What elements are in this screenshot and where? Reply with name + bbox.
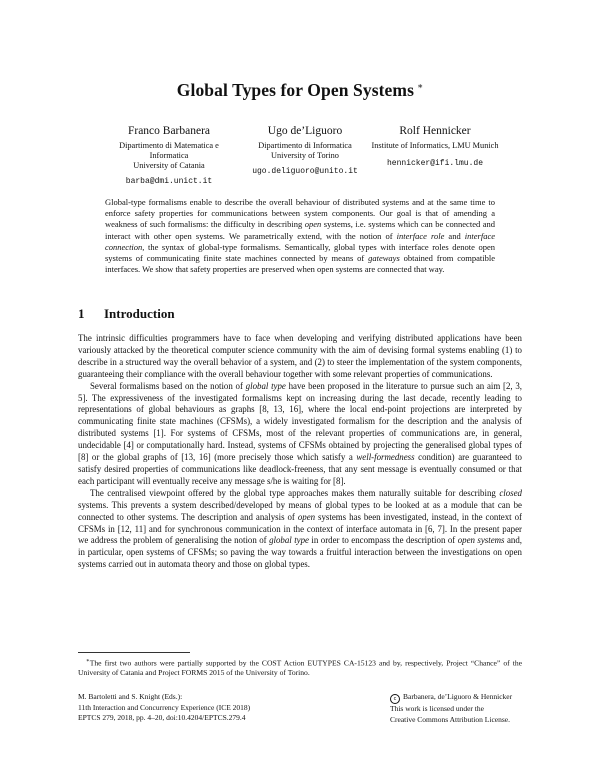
abstract-emphasis: interface role [396,230,445,241]
abstract-text: Global-type formalisms enable to describe the overall behaviour of distributed systems and at the same time to enforce safety properties for communications between system components. Our goal is that of amending a weakness of such formalisms: the difficulty in describing [105,197,495,230]
paragraph-emphasis: global type [269,535,309,546]
author-email: ugo.deliguoro@unito.it [252,167,358,176]
paragraph-text: and, in particular, open systems of CFSMs; so paving the way towards a fruitful interaction between the investigations on open systems carried out in automata theory and those on global types. [78,535,522,570]
paragraph-text: condition) are guaranteed to satisfy desired properties of communications like deadlock-freeness, that any sent message is eventually consumed or that each participant will eventually receive any message s/he is waiting for [8]. [78,452,522,486]
abstract-emphasis: open [304,219,322,230]
paragraph-3 [78,488,522,571]
footnote [78,657,522,678]
abstract-text: systems, i.e. systems which can be connected and interact with other open systems. We parametrically extend, with the notion of [105,219,495,241]
author-block-1 [104,124,234,186]
paragraph-emphasis: open systems [457,535,505,546]
paragraph-text: systems. This prevents a system described/developed by means of global types to be looked at as a module that can be connected to other systems. The description and analysis of [78,499,522,522]
abstract [105,197,495,275]
copyright-icon: c [390,694,400,704]
paragraph-emphasis: open [297,511,316,522]
paragraph-1: The intrinsic difficulties programmers have to face when developing and verifying distributed applications have been variously attacked by the theoretical computer science community with the aim of devising formal systems enabling (1) to describe in a structured way the overall behavior of a system, and (2) to steer the implementation of the system components, guaranteeing their compliance with the overall behaviour together with some relevant properties of communications. [78,333,522,379]
author-affiliation: University of Torino [271,151,339,160]
license-line: This work is licensed under the [390,704,484,713]
venue-name: 11th Interaction and Concurrency Experience (ICE 2018) [78,702,251,712]
paragraph-text: have been proposed in the literature to pursue such an aim [2, 3, 5]. The expressiveness of the investigated formalisms kept on increasing during the last decade, recently leading to representations of global behaviours as graphs [8, 13, 16], where the local end-point projections are interpreted by communicating finite state machines (CFSMs), a widely investigated formalism for the description and the analysis of distributed systems [1]. For systems of CFSMs, most of the relevant properties of communications are, in general, undecidable [4] or computationally hard. Instead, systems of CFSMs obtained by projecting the generalised global types of [8] or the global graphs of [13, 16] (more precisely those which satisfy a [78,380,522,463]
paragraph-text: The centralised viewpoint offered by the global type approaches makes them naturally suitable for describing [90,487,500,498]
paragraph-emphasis: closed [499,487,522,498]
author-affiliation: Institute of Informatics, LMU Munich [371,141,499,150]
author-block-2 [240,124,370,176]
paragraph-emphasis: well-formedness [356,452,415,463]
author-block-3 [370,124,500,168]
abstract-text: , the syntax of global-type formalisms. Semantically, global types with interface roles denote open systems of communicating finite state machines connected by means of [105,241,495,264]
venue-info [78,692,250,724]
paragraph-2 [78,381,522,488]
paper-title-text: Global Types for Open Systems [176,80,415,100]
author-affiliation: University of Catania [133,161,205,170]
author-affiliation: Dipartimento di Matematica e Informatica [119,141,219,160]
abstract-text: obtained from compatible interfaces. We show that safety properties are preserved when open systems are connected that way. [105,253,495,275]
author-affiliation: Dipartimento di Informatica [258,141,352,150]
footnote-divider [78,652,190,653]
copyright-holders: Barbanera, de’Liguoro & Hennicker [403,692,513,701]
footnote-text: The first two authors were partially supported by the COST Action EUTYPES CA-15123 and by, respectively, Project “Chance” of the University of Catania and Project FORMS 2015 of the University of Torino. [78,658,522,678]
author-name: Franco Barbanera [127,125,211,137]
section-number: 1 [78,306,85,321]
venue-doi: EPTCS 279, 2018, pp. 4–20, doi:10.4204/EPTCS.279.4 [78,713,246,723]
abstract-emphasis: gateways [368,253,400,264]
section-heading [78,306,175,322]
abstract-emphasis: interface connection [105,230,495,252]
paper-title [0,80,600,101]
author-name: Ugo de’Liguoro [267,125,343,137]
license-info [390,692,512,725]
footnote-mark: ∗ [86,658,90,664]
paragraph-text: Several formalisms based on the notion of [90,380,246,391]
venue-editors: M. Bartoletti and S. Knight (Eds.): [78,692,183,701]
body-text [78,333,522,571]
author-email: hennicker@ifi.lmu.de [386,159,483,168]
paragraph-text: in order to encompass the description of [308,535,458,546]
license-name: Creative Commons Attribution License. [390,714,510,724]
abstract-text: and [444,230,465,241]
paragraph-text: systems has been investigated, instead, in the context of CFSMs in [12, 11] and for synchronous communication in the context of interface automata in [6, 7]. In the present paper we address the problem of generalising the notion of [78,511,522,546]
author-name: Rolf Hennicker [399,125,471,137]
section-title: Introduction [104,306,175,321]
author-email: barba@dmi.unict.it [125,177,213,186]
title-footnote-mark: ∗ [417,81,424,91]
paragraph-emphasis: global type [245,380,286,391]
